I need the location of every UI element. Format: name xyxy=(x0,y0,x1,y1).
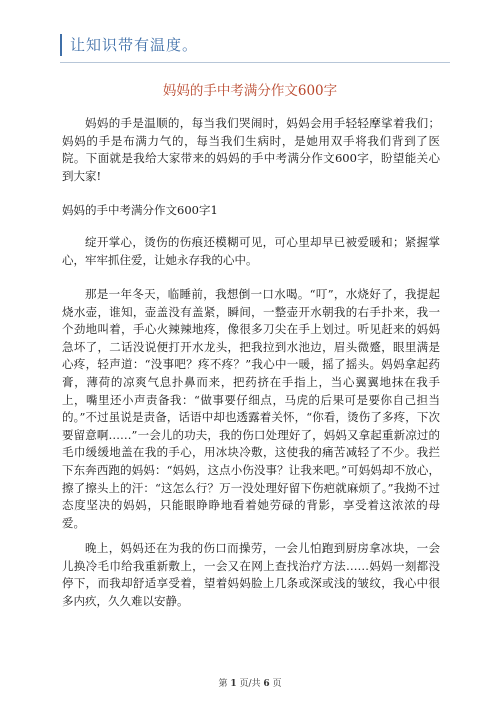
footer-suffix: 页 xyxy=(272,679,282,689)
footer-middle: 页/共 xyxy=(239,679,261,689)
header-divider xyxy=(60,62,450,63)
page-header xyxy=(50,28,450,62)
footer-prefix: 第 xyxy=(218,679,228,689)
page-footer xyxy=(0,676,500,689)
footer-page-number: 1 xyxy=(230,679,237,689)
body-paragraph-2: 那是一年冬天，临睡前，我想倒一口水喝。“叮”，水烧好了，我提起烧水壶，谁知，壶盖没有盖紧，瞬间，一整壶开水朝我的右手扑来，我一个劲地叫着，手心火辣辣地疼，像很多刀尖在手上划过。听见赶来的妈妈急坏了，二话没说便打开水龙头，把我拉到水池边，眉头微蹙，眼里满是心疼，轻声道：“没事吧？疼不疼？”我心中一暖，摇了摇头。妈妈拿起药膏，薄荷的凉爽气息扑鼻而来，把药挤在手指上，当心翼翼地抹在我手上，嘴里还小声责备我：“做事要仔细点，马虎的后果可是要你自己担当的。”不过虽说是责备，话语中却也透露着关怀，“你看，烫伤了多疼，下次要留意啊……”一会儿的功夫，我的伤口处理好了，妈妈又拿起重新凉过的毛巾缓缓地盖在我的手心，用冰块冷敷，这使我的痛苦减轻了不少。我拦下东奔西跑的妈妈：“妈妈，这点小伤没事？让我来吧。”可妈妈却不放心，擦了擦头上的汗：“这怎么行？万一没处理好留下伤疤就麻烦了。”我拗不过态度坚决的妈妈，只能眼睁睁地看着她劳碌的背影，享受着这浓浓的母爱。 xyxy=(62,287,440,530)
intro-paragraph: 妈妈的手是温顺的，每当我们哭闹时，妈妈会用手轻轻摩挲着我们；妈妈的手是布满力气的，每当我们生病时，是她用双手将我们背到了医院。下面就是我给大家带来的妈妈的手中考满分作文600字，盼望能关心到大家! xyxy=(62,116,440,183)
header-accent-bar xyxy=(60,34,62,56)
footer-total-pages: 6 xyxy=(263,679,270,689)
body-paragraph-1: 绽开掌心，烫伤的伤痕还模糊可见，可心里却早已被爱暖和；紧握掌心，牢牢抓住爱，让她永存我的心中。 xyxy=(62,235,440,267)
document-title: 妈妈的手中考满分作文600字 xyxy=(162,83,338,99)
body-paragraph-3: 晚上，妈妈还在为我的伤口而操劳，一会儿怕跑到厨房拿冰块，一会儿换冷毛巾给我重新敷上，一会又在网上查找治疗方法……妈妈一刻都没停下，而我却舒适享受着，望着妈妈脸上几条或深或浅的皱纹，我心中很多内疚，久久难以安静。 xyxy=(62,541,440,608)
section-title: 妈妈的手中考满分作文600字1 xyxy=(62,203,218,217)
header-slogan: 让知识带有温度。 xyxy=(70,36,199,54)
